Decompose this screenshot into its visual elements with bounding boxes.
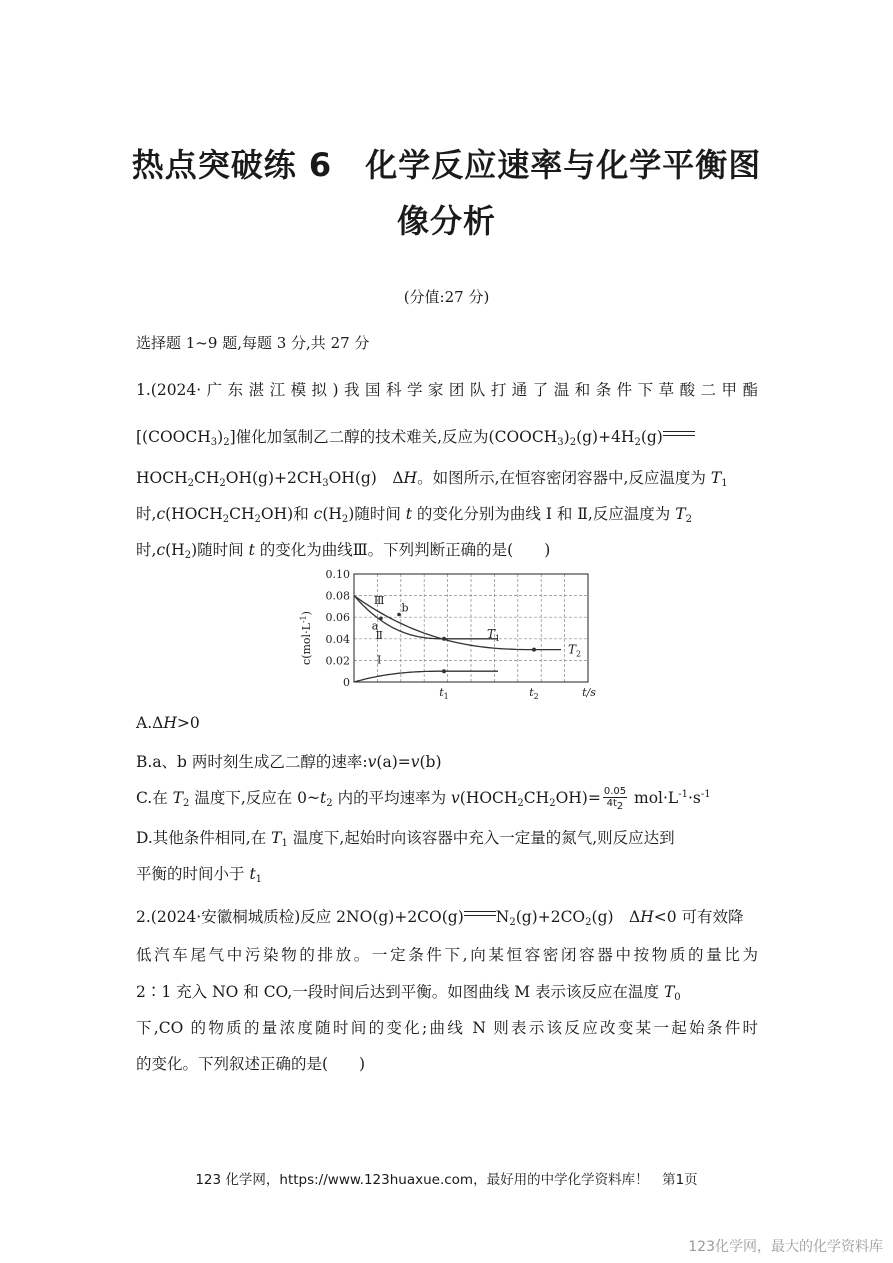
point-b [397, 613, 401, 617]
q1-option-a: A.ΔH>0 [136, 714, 200, 732]
page-title: 热点突破练 6 化学反应速率与化学平衡图 [131, 146, 762, 184]
equilibrium-point [532, 648, 536, 652]
equilibrium-point [442, 669, 446, 673]
y-tick-label: 0.08 [325, 589, 350, 603]
y-tick-label: 0.02 [325, 654, 350, 668]
y-tick-label: 0.06 [325, 611, 350, 625]
fraction: $\frac{0.05}{4t_2}$ [603, 786, 627, 812]
q1-option-b: B.a、b 两时刻生成乙二醇的速率:v(a)=v(b) [136, 753, 442, 771]
section-header: 选择题 1~9 题,每题 3 分,共 27 分 [136, 334, 370, 352]
point-a [379, 616, 383, 620]
q1-line-1: 1.(2024·广东湛江模拟)我国科学家团队打通了温和条件下草酸二甲酯 [136, 381, 758, 399]
y-tick-label: 0 [343, 676, 350, 689]
concentration-time-chart [296, 560, 596, 702]
page-footer: 123 化学网，https://www.123huaxue.com，最好用的中学化学资料库！ 第1页 [195, 1172, 698, 1188]
label-a: a [371, 619, 379, 633]
q2-line-5: 的变化。下列叙述正确的是( ) [136, 1055, 366, 1073]
page-title-continued: 像分析 [396, 202, 496, 240]
label-t1-temp: $T_1$ [486, 626, 501, 643]
x-tick-t1: $t_1$ [439, 686, 449, 701]
y-tick-label: 0.04 [325, 632, 350, 646]
equilibrium-arrow [464, 911, 496, 919]
x-axis-label: t/s [582, 686, 596, 699]
y-axis-label: $c(mol\cdot L^{-1})$ [299, 611, 313, 665]
q2-line-4: 下,CO 的物质的量浓度随时间的变化;曲线 N 则表示该反应改变某一起始条件时 [136, 1019, 758, 1037]
label-curve-iii: Ⅲ [373, 594, 385, 608]
x-tick-t2: $t_2$ [529, 686, 539, 701]
q1-option-d: D.其他条件相同,在 $T_1$ 温度下,起始时向该容器中充入一定量的氮气,则反应达到 [136, 829, 675, 849]
equilibrium-arrow [663, 431, 695, 439]
y-tick-label: 0.10 [325, 568, 350, 581]
series-line-1 [354, 671, 498, 682]
q1-line-4: 时$,c(HOCH_2CH_2OH)$和 $c(H_2)$随时间 t 的变化分别为曲线 Ⅰ 和 Ⅱ,反应温度为 $T_2$ [136, 505, 692, 525]
label-curve-ii: Ⅱ [375, 628, 383, 642]
q1-option-d-cont: 平衡的时间小于 $t_1$ [136, 865, 263, 885]
label-t2-temp: $T_2$ [567, 642, 582, 659]
q1-line-5: 时$,c(H_2)$随时间 t 的变化为曲线Ⅲ。下列判断正确的是( ) [136, 541, 551, 561]
q2-line-2: 低汽车尾气中污染物的排放。一定条件下,向某恒容密闭容器中按物质的量比为 [136, 946, 758, 964]
q2-line-3: 2∶1 充入 NO 和 CO,一段时间后达到平衡。如图曲线 M 表示该反应在温度 $T_0$ [136, 983, 681, 1003]
q2-line-1: 2.(2024·安徽桐城质检)反应 2NO(g)+2CO(g) $N_2(g)+2CO_2(g)$ ΔH<0 可有效降 [136, 908, 744, 928]
q1-line-3: $HOCH_2CH_2OH(g)+2CH_3OH(g)$ ΔH。如图所示,在恒容密闭容器中,反应温度为 $T_1$ [136, 469, 728, 489]
q1-line-2: $[(COOCH_3)_2]$催化加氢制乙二醇的技术难关,反应为$(COOCH_3)_2(g)+4H_2(g)$ [136, 425, 758, 448]
label-curve-i: Ⅰ [377, 653, 382, 667]
label-b: b [401, 601, 409, 615]
watermark: 123化学网，最大的化学资料库 [688, 1239, 883, 1255]
q1-option-c: C.在 $T_2$ 温度下,反应在 $0\sim t_2$ 内的平均速率为 $v(HOCH_2CH_2OH)=$ $\frac{0.05}{4t_2}$ $mol\cdot L^{-1}\cdot s^{-1}$ [136, 786, 711, 812]
score-note: (分值:27 分) [403, 288, 490, 306]
